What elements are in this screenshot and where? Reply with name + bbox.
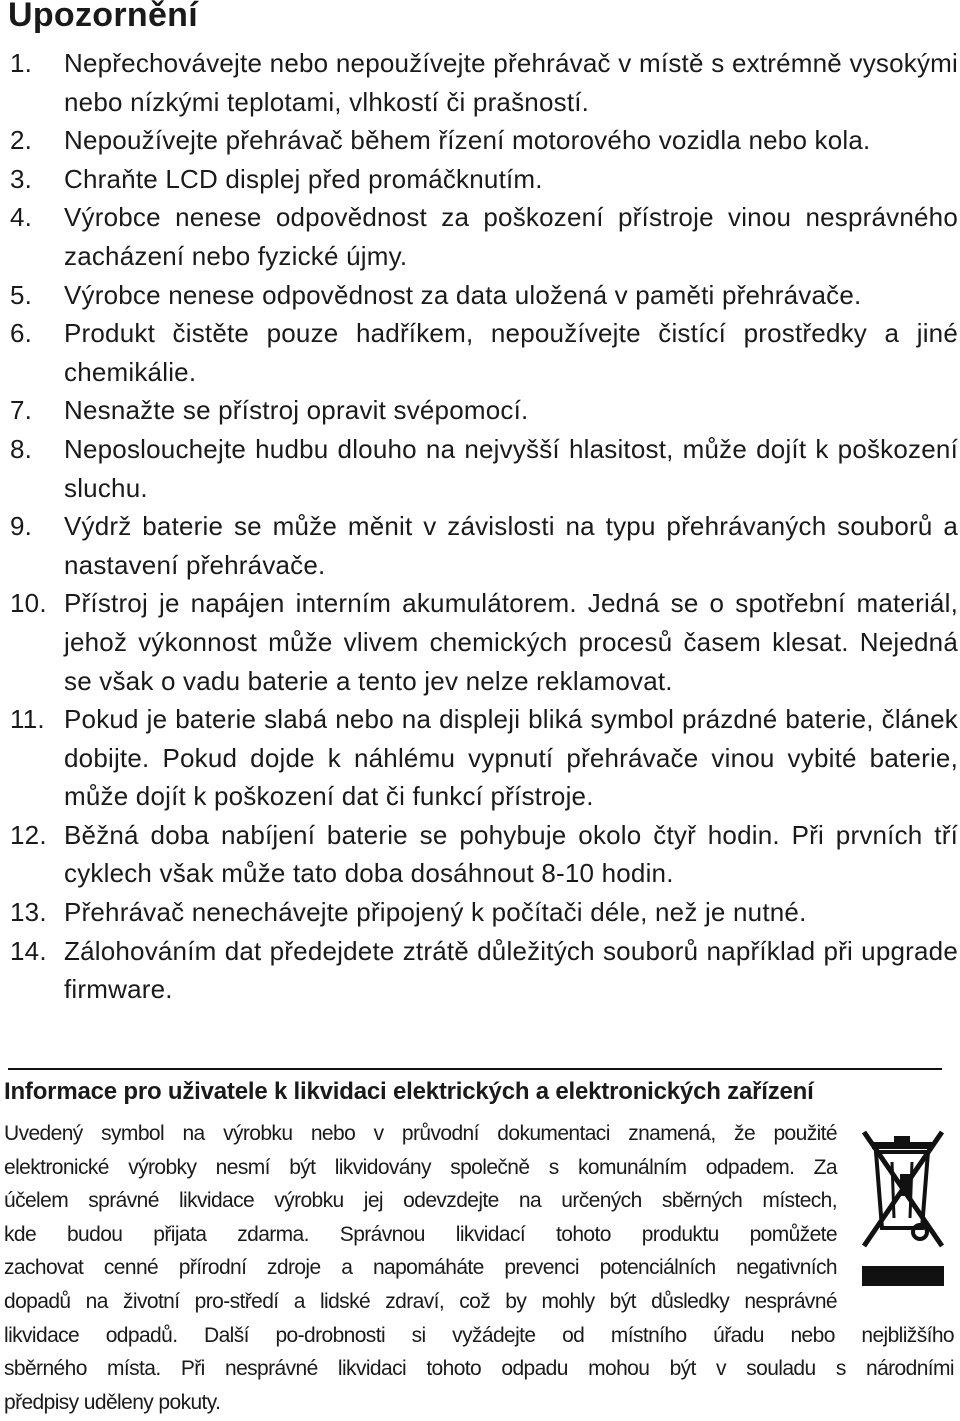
list-item bbox=[10, 314, 958, 391]
item-text: Zálohováním dat předejdete ztrátě důležitých souborů například při upgrade firmware. bbox=[64, 935, 958, 1005]
item-number: 7. bbox=[10, 395, 33, 426]
item-number: 2. bbox=[10, 125, 33, 156]
item-number: 3. bbox=[10, 163, 33, 194]
item-text: Běžná doba nabíjení baterie se pohybuje okolo čtyř hodin. Při prvních tří cyklech však může tato doba dosáhnout 8-10 hodin. bbox=[64, 819, 958, 889]
disposal-line: dopadů na životní pro-středí a lidské zdraví, což by mohly být důsledky nesprávné bbox=[4, 1289, 837, 1313]
disposal-line: elektronické výrobky nesmí být likvidovány společně s komunálním odpadem. Za bbox=[4, 1155, 837, 1179]
item-text: Výdrž baterie se může měnit v závislosti na typu přehrávaných souborů a nastavení přehrávače. bbox=[64, 511, 958, 580]
item-text: Přístroj je napájen interním akumulátorem. Jedná se o spotřební materiál, jehož výkonnost může vlivem chemických procesů časem klesat. Nejedná se však o vadu baterie a tento jev nelze reklamovat. bbox=[64, 588, 958, 696]
item-text: Výrobce nenese odpovědnost za data uložená v paměti přehrávače. bbox=[64, 279, 862, 310]
disposal-line: likvidace odpadů. Další po-drobnosti si vyžádejte od místního úřadu nebo nejbližšího bbox=[4, 1323, 954, 1347]
list-item bbox=[10, 507, 958, 584]
disposal-line: Uvedený symbol na výrobku nebo v průvodní dokumentaci znamená, že použité bbox=[4, 1122, 837, 1145]
item-number: 10. bbox=[10, 588, 47, 619]
item-number: 6. bbox=[10, 318, 33, 349]
disposal-line: zachovat cenné přírodní zdroje a napomáháte prevenci potenciálních negativních bbox=[4, 1256, 837, 1280]
list-item bbox=[10, 932, 958, 1009]
item-number: 11. bbox=[10, 704, 45, 735]
disposal-line: předpisy uděleny pokuty. bbox=[4, 1390, 221, 1414]
list-item bbox=[10, 893, 958, 932]
crossed-out-wheelie-bin-icon bbox=[860, 1128, 946, 1290]
list-item bbox=[10, 198, 958, 275]
disposal-line: účelem správné likvidace výrobku jej odevzdejte na určených sběrných místech, bbox=[4, 1189, 837, 1213]
list-item bbox=[10, 700, 958, 816]
list-item bbox=[10, 44, 958, 121]
disposal-text bbox=[4, 1117, 954, 1419]
disposal-heading: Informace pro uživatele k likvidaci elektrických a elektronických zařízení bbox=[4, 1078, 814, 1105]
list-item bbox=[10, 584, 958, 700]
item-text: Nepřechovávejte nebo nepoužívejte přehrávač v místě s extrémně vysokými nebo nízkými teplotami, vlhkostí či prašností. bbox=[64, 48, 958, 117]
item-text: Nesnažte se přístroj opravit svépomocí. bbox=[64, 395, 529, 426]
item-text: Pokud je baterie slabá nebo na displeji bliká symbol prázdné baterie, článek dobijte. Pokud dojde k náhlému vypnutí přehrávače vinou vybité baterie, může dojít k poškození dat či funkcí přístroje. bbox=[64, 704, 958, 812]
item-number: 12. bbox=[10, 819, 47, 850]
warnings-list bbox=[10, 44, 958, 1009]
list-item bbox=[10, 160, 958, 199]
list-item bbox=[10, 276, 958, 315]
disposal-line: kde budou přijata zdarma. Správnou likvidací tohoto produktu pomůžete bbox=[4, 1222, 837, 1246]
item-number: 5. bbox=[10, 279, 33, 310]
item-number: 14. bbox=[10, 935, 47, 966]
list-item bbox=[10, 391, 958, 430]
item-text: Přehrávač nenechávejte připojený k počítači déle, než je nutné. bbox=[64, 897, 807, 928]
item-number: 1. bbox=[10, 48, 33, 78]
disposal-line: sběrného místa. Při nesprávné likvidaci tohoto odpadu mohou být v souladu s národními bbox=[4, 1357, 954, 1381]
item-text: Produkt čistěte pouze hadříkem, nepoužívejte čistící prostředky a jiné chemikálie. bbox=[64, 318, 958, 387]
item-number: 9. bbox=[10, 511, 33, 542]
item-text: Výrobce nenese odpovědnost za poškození přístroje vinou nesprávného zacházení nebo fyzické újmy. bbox=[64, 202, 958, 271]
item-number: 13. bbox=[10, 897, 47, 928]
item-text: Chraňte LCD displej před promáčknutím. bbox=[64, 163, 543, 194]
item-number: 4. bbox=[10, 202, 33, 233]
list-item bbox=[10, 816, 958, 893]
list-item bbox=[10, 121, 958, 160]
list-item bbox=[10, 430, 958, 507]
item-text: Nepoužívejte přehrávač během řízení motorového vozidla nebo kola. bbox=[64, 125, 871, 156]
section-divider bbox=[8, 1068, 942, 1070]
item-text: Neposlouchejte hudbu dlouho na nejvyšší hlasitost, může dojít k poškození sluchu. bbox=[64, 433, 958, 503]
item-number: 8. bbox=[10, 433, 33, 464]
page-title: Upozornění bbox=[8, 0, 198, 34]
